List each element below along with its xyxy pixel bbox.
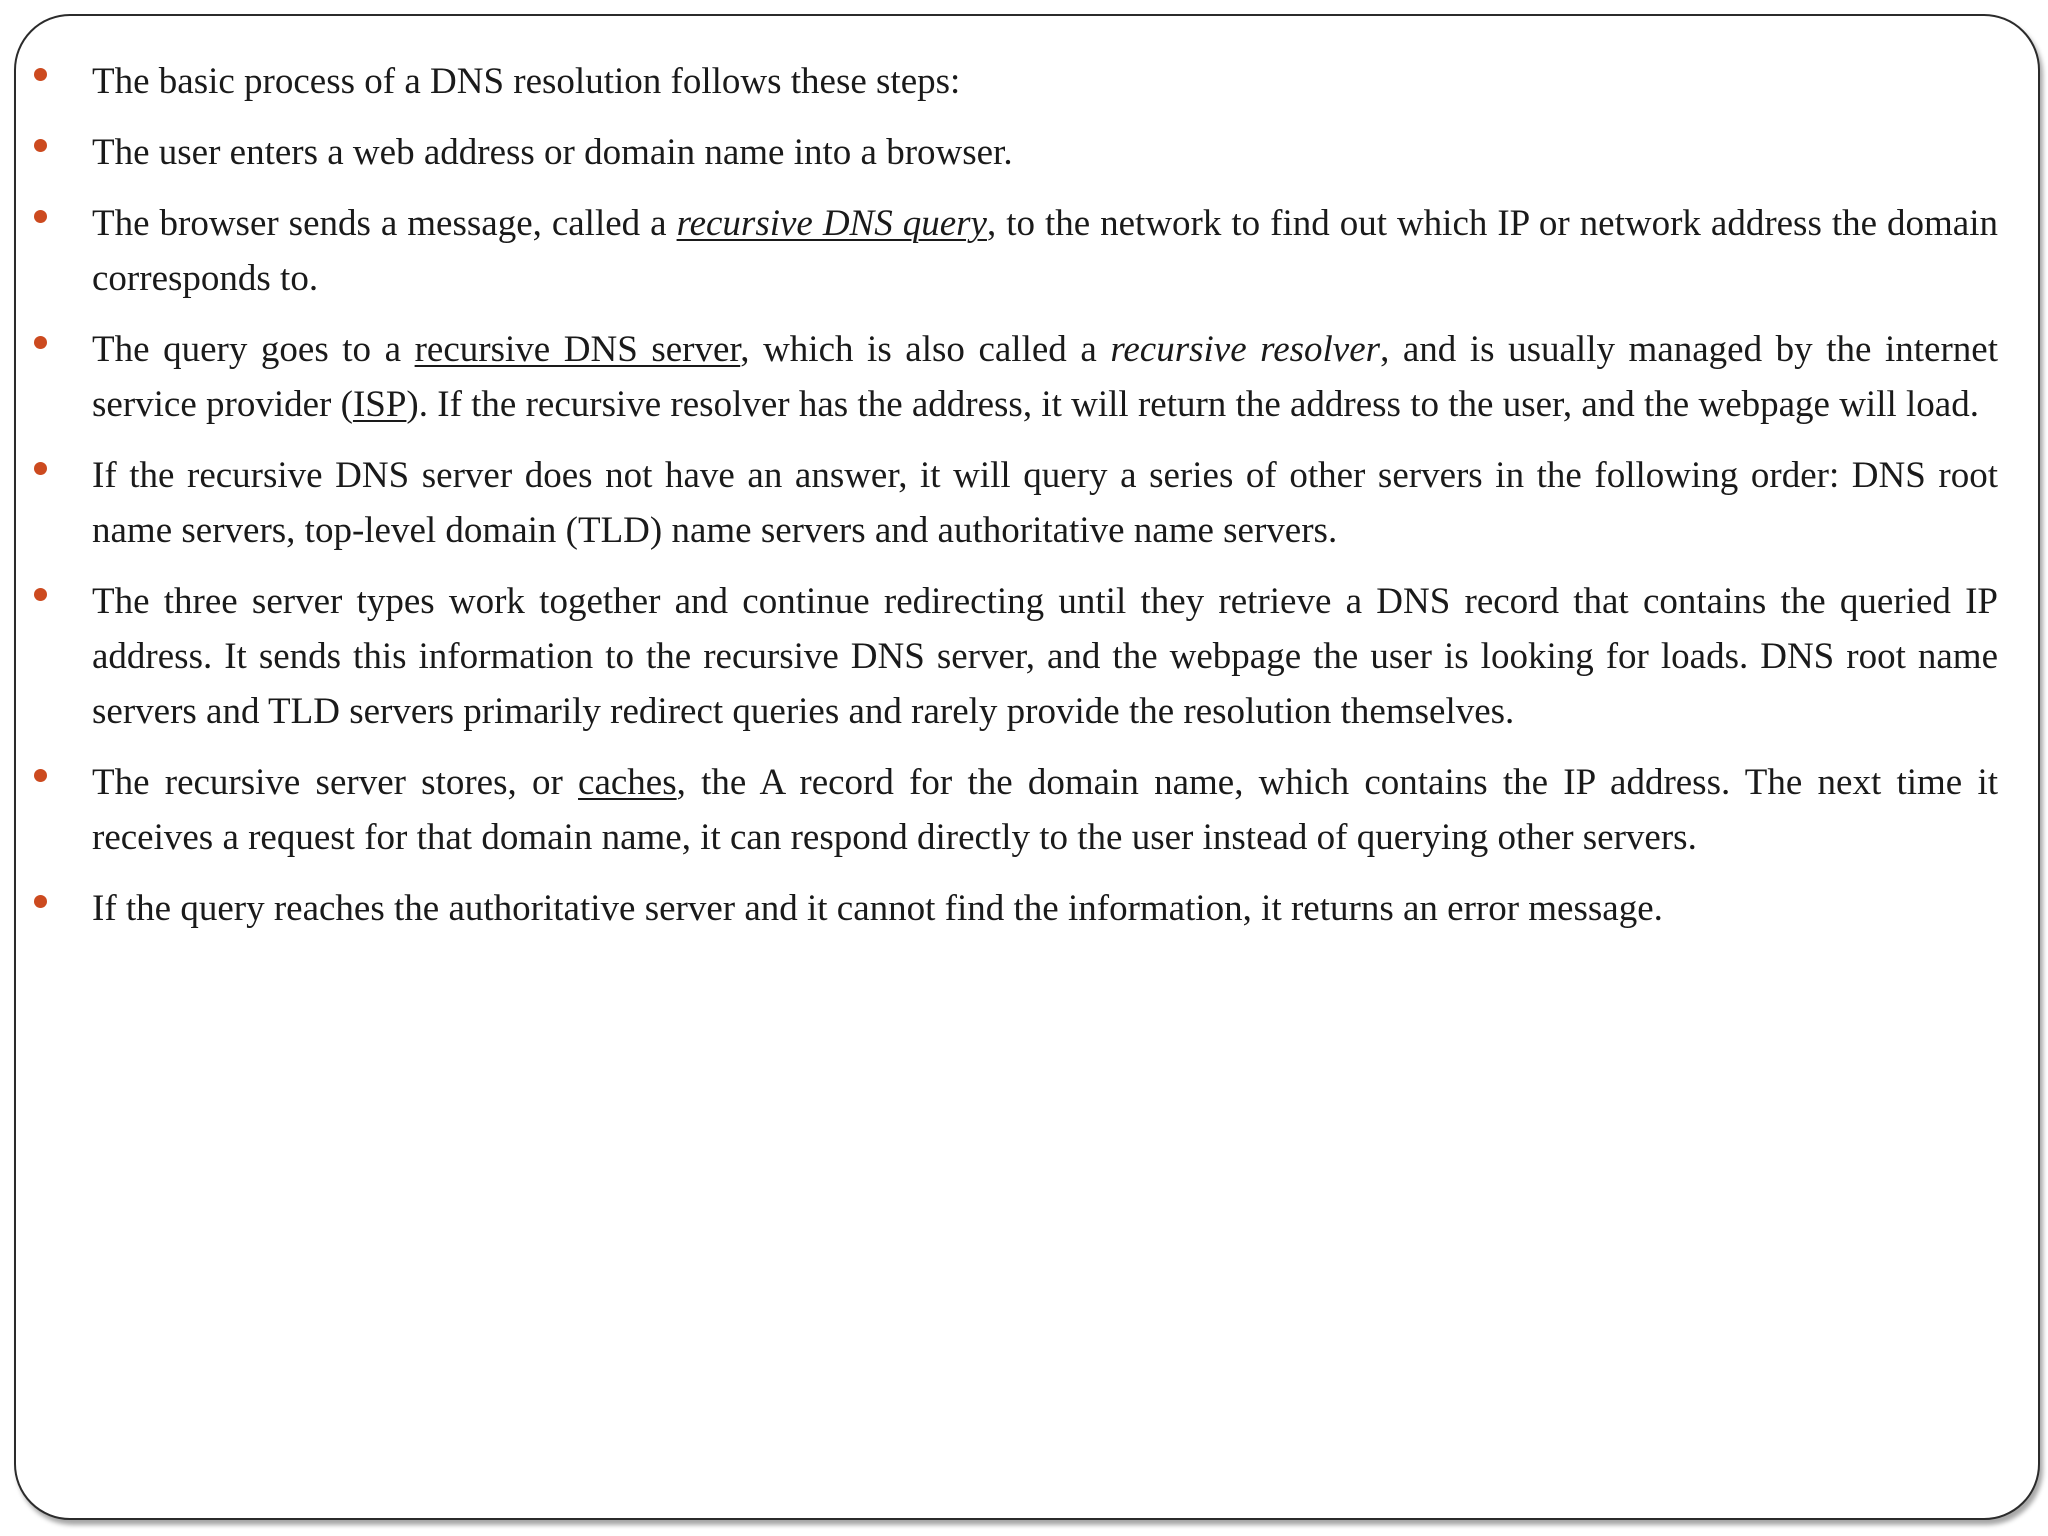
bullet-item bbox=[16, 322, 1998, 432]
recursive-dns-server-link[interactable]: recursive DNS server bbox=[414, 329, 741, 370]
bullet-dot-icon bbox=[34, 210, 47, 223]
bullet-item bbox=[16, 574, 1998, 739]
bullet-text: If the recursive DNS server does not have an answer, it will query a series of other servers in the following order: DNS root name servers, top-level domain (TLD) name servers and authoritative name servers. bbox=[92, 455, 1998, 551]
recursive-dns-query-link[interactable]: recursive DNS query bbox=[676, 203, 987, 244]
bullet-text: , the A record for the domain name, which contains the IP address. The next time it receives a request for that domain name, it can respond directly to the user instead of querying other servers. bbox=[92, 762, 1999, 858]
bullet-dot-icon bbox=[34, 462, 47, 475]
bullet-item bbox=[16, 125, 1998, 180]
bullet-item bbox=[16, 881, 1998, 936]
bullet-text: , which is also called a bbox=[740, 329, 1111, 370]
bullet-text: The query goes to a bbox=[92, 329, 415, 370]
bullet-item bbox=[16, 448, 1998, 558]
bullet-text: If the query reaches the authoritative server and it cannot find the information, it returns an error message. bbox=[92, 888, 1663, 929]
recursive-resolver-term: recursive resolver bbox=[1110, 329, 1381, 370]
bullet-text: The recursive server stores, or bbox=[92, 762, 579, 803]
isp-link[interactable]: ISP bbox=[352, 384, 407, 425]
bullet-text: The user enters a web address or domain name into a browser. bbox=[92, 132, 1013, 173]
bullet-text: , and is usually managed by the internet service provider ( bbox=[92, 329, 1998, 425]
bullet-text: The browser sends a message, called a bbox=[92, 203, 677, 244]
bullet-item bbox=[16, 54, 1998, 109]
caches-link[interactable]: caches bbox=[578, 762, 677, 803]
bullet-text: ). If the recursive resolver has the address, it will return the address to the user, and the webpage will load. bbox=[406, 384, 1979, 425]
bullet-dot-icon bbox=[34, 588, 47, 601]
bullet-dot-icon bbox=[34, 139, 47, 152]
bullet-text: The three server types work together and continue redirecting until they retrieve a DNS record that contains the queried IP address. It sends this information to the recursive DNS server, and the webpage the user is looking for loads. DNS root name servers and TLD servers primarily redirect queries and rarely provide the resolution themselves. bbox=[92, 581, 1998, 732]
bullet-item bbox=[16, 196, 1998, 306]
bullet-text: The basic process of a DNS resolution follows these steps: bbox=[92, 61, 961, 102]
bullet-dot-icon bbox=[34, 895, 47, 908]
slide-frame bbox=[14, 14, 2040, 1520]
bullet-item bbox=[16, 755, 1998, 865]
bullet-list bbox=[16, 54, 1998, 952]
bullet-dot-icon bbox=[34, 769, 47, 782]
bullet-dot-icon bbox=[34, 336, 47, 349]
bullet-text: , to the network to find out which IP or network address the domain corresponds to. bbox=[92, 203, 1998, 299]
bullet-dot-icon bbox=[34, 68, 47, 81]
